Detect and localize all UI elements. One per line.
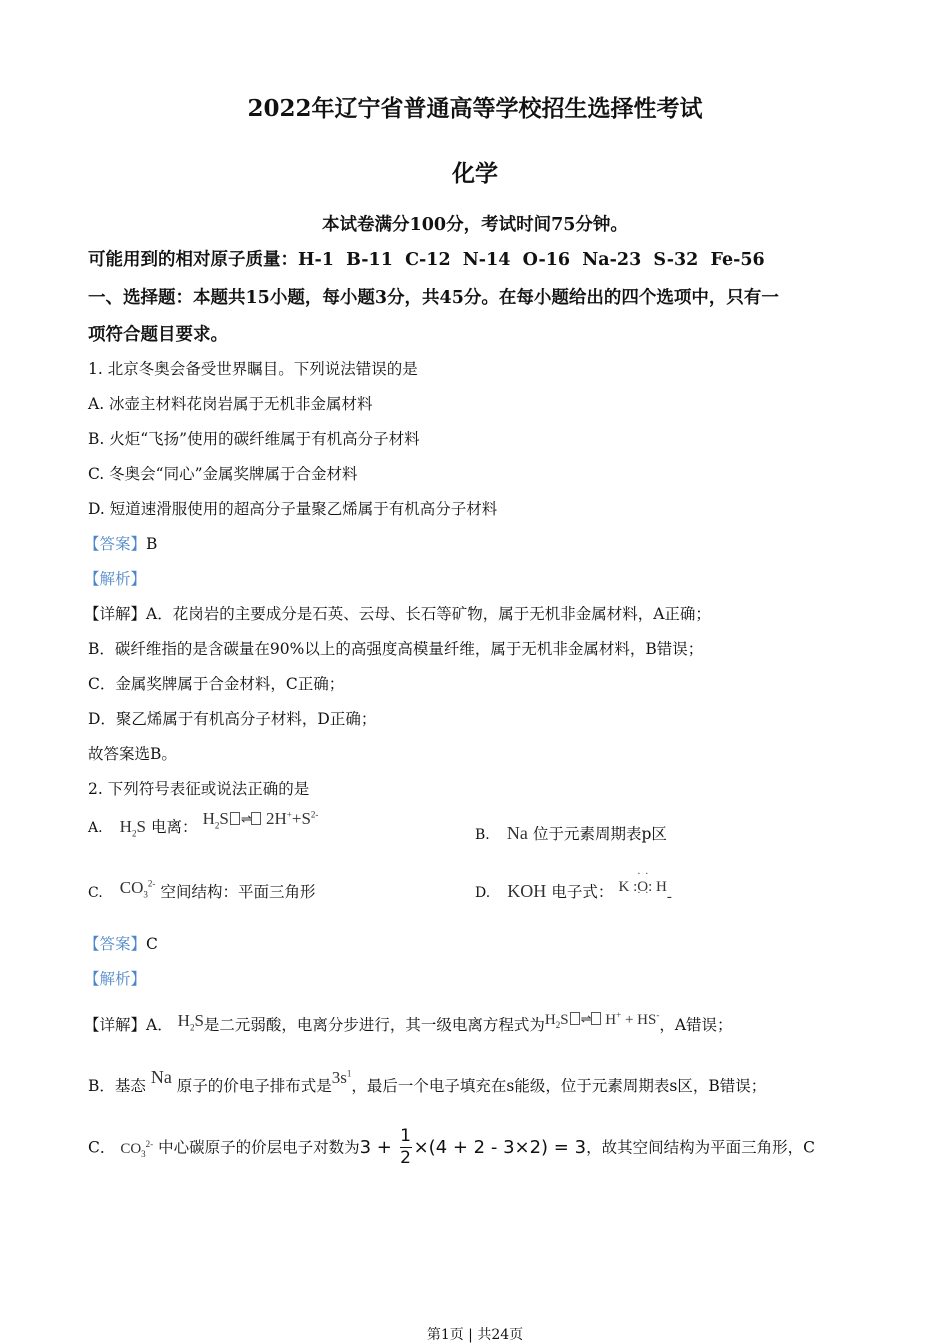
q2-detail-b-post: ，最后一个电子填充在s能级，位于元素周期表s区，B错误； xyxy=(351,1077,767,1095)
q2-option-b xyxy=(475,822,667,844)
section-heading-line2: 项符合题目要求。 xyxy=(88,325,228,345)
q1-option-d: D. 短道速滑服使用的超高分子量聚乙烯属于有机高分子材料 xyxy=(88,500,498,518)
q2-option-d-label: D. xyxy=(475,885,491,901)
q2-detail-b xyxy=(88,1067,767,1096)
q2-option-b-label: B. xyxy=(475,827,490,843)
q1-answer xyxy=(84,532,157,554)
q2-answer xyxy=(84,932,158,954)
exam-title: 2022年辽宁省普通高等学校招生选择性考试 xyxy=(247,95,703,122)
q2-detail-c-pre: C． xyxy=(88,1138,116,1157)
q1-detail-b: B．碳纤维指的是含碳量在90%以上的高强度高模量纤维，属于无机非金属材料，B错误； xyxy=(88,640,704,658)
atomic-mass-line: 可能用到的相对原子质量：H-1 B-11 C-12 N-14 O-16 Na-23 S-32 Fe-56 xyxy=(88,250,765,270)
q2-stem: 2. 下列符号表征或说法正确的是 xyxy=(88,780,310,798)
q1-option-b: B. 火炬“飞扬”使用的碳纤维属于有机高分子材料 xyxy=(88,430,420,448)
q2-answer-value: C xyxy=(146,935,158,953)
valence-pair-expression: 3 + $\frac{1}{2}$ ×(4 + 2 - 3×2) = 3 xyxy=(359,1126,587,1168)
q1-answer-value: B xyxy=(146,535,158,553)
q1-answer-label: 【答案】 xyxy=(84,535,147,553)
exam-info: 本试卷满分100分，考试时间75分钟。 xyxy=(322,215,628,235)
h2s-formula: $H_2S$ xyxy=(119,817,146,839)
q2-detail-c-mid: 中心碳原子的价层电子对数为 xyxy=(158,1138,360,1157)
koh-formula: KOH xyxy=(507,881,547,901)
q2-detail-a xyxy=(84,1010,733,1035)
page-footer: 第1页 | 共24页 xyxy=(426,1327,524,1343)
q2-detail-a-mid: 是二元弱酸，电离分步进行，其一级电离方程式为 xyxy=(203,1016,545,1034)
h2s-ionization-equation: $H_2S$ ⇌ $2H^++S^{2-}$ xyxy=(202,809,319,831)
q2-detail-a-post: ，A错误； xyxy=(659,1016,733,1034)
q2-detail-b-pre: B．基态 xyxy=(88,1077,146,1095)
subject-title: 化学 xyxy=(452,160,498,187)
q1-option-a: A. 冰壶主材料花岗岩属于无机非金属材料 xyxy=(88,395,373,413)
h2s-formula-detail: $H_2S$ xyxy=(177,1011,204,1033)
q2-detail-a-pre: A． xyxy=(146,1016,173,1034)
section-heading-line1: 一、选择题：本题共15小题，每小题3分，共45分。在每小题给出的四个选项中，只有一 xyxy=(88,288,779,308)
q1-detail-c: C．金属奖牌属于合金材料，C正确； xyxy=(88,675,345,693)
q2-analysis-label: 【解析】 xyxy=(84,970,147,988)
q1-option-c: C. 冬奥会“同心”金属奖牌属于合金材料 xyxy=(88,465,358,483)
q2-detail-c-post: ，故其空间结构为平面三角形，C xyxy=(586,1138,815,1157)
q2-option-c xyxy=(88,880,316,902)
q2-option-c-label: C. xyxy=(88,885,103,901)
h2s-first-ionization-equation: $H_2S$ ⇌ H+ + HS- xyxy=(544,1010,660,1030)
q2-answer-label: 【答案】 xyxy=(84,935,147,953)
na-symbol: Na xyxy=(506,823,528,843)
na-valence-config: $3s^1$ xyxy=(331,1068,352,1087)
q2-option-d xyxy=(475,879,672,905)
q2-option-a-text: 电离： xyxy=(151,818,198,836)
q2-option-d-text: 电子式： xyxy=(551,883,614,901)
q1-detail-a-text: A．花岗岩的主要成分是石英、云母、长石等矿物，属于无机非金属材料，A正确； xyxy=(146,605,711,623)
koh-electron-formula: K :· · O · ·: H- xyxy=(618,879,671,895)
q2-detail-b-mid: 原子的价电子排布式是 xyxy=(176,1077,332,1095)
co3-formula-detail: $CO_3^{2-}$ xyxy=(120,1138,154,1159)
q2-option-a-label: A. xyxy=(88,820,103,836)
q1-detail-d: D．聚乙烯属于有机高分子材料，D正确； xyxy=(88,710,377,728)
q1-detail-label: 【详解】 xyxy=(84,605,147,623)
q1-stem: 1. 北京冬奥会备受世界瞩目。下列说法错误的是 xyxy=(88,360,418,378)
q1-conclusion: 故答案选B。 xyxy=(88,745,177,763)
q2-detail-c xyxy=(88,1128,815,1167)
q1-detail-a xyxy=(84,602,711,624)
q2-option-b-text: 位于元素周期表p区 xyxy=(532,825,667,843)
q2-detail-label: 【详解】 xyxy=(84,1016,147,1034)
co3-formula: $CO_3^{2-}$ xyxy=(119,878,156,900)
q2-option-a xyxy=(88,809,319,839)
q1-analysis-label: 【解析】 xyxy=(84,570,147,588)
na-symbol-detail: Na xyxy=(150,1067,172,1087)
q2-option-c-text: 空间结构：平面三角形 xyxy=(160,883,316,901)
